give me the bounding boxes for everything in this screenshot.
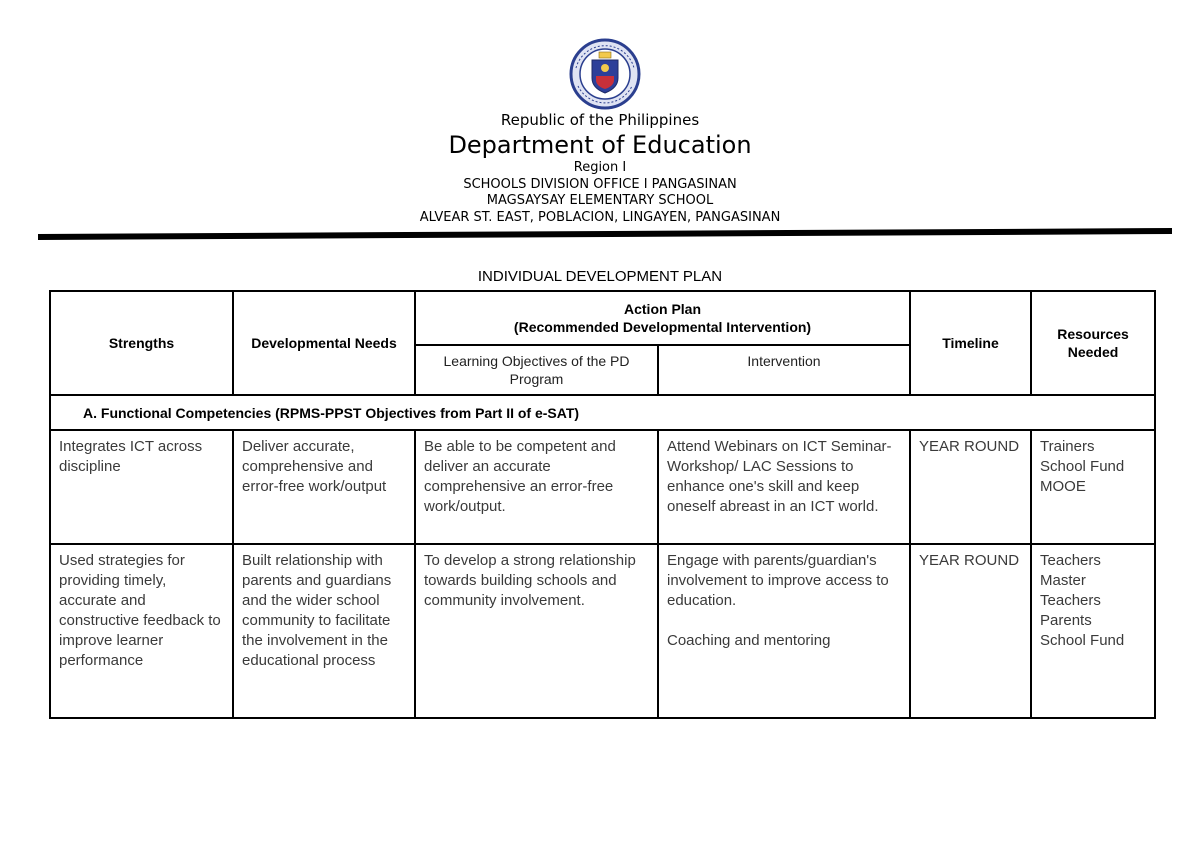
intervention-spacer <box>667 611 901 631</box>
deped-seal-logo <box>566 38 644 110</box>
cell-intervention <box>658 544 910 718</box>
header-learning-objectives: Learning Objectives of the PD Program <box>415 345 658 395</box>
header-intervention: Intervention <box>658 345 910 395</box>
cell-resources <box>1031 430 1155 544</box>
cell-objective: To develop a strong relationship towards building schools and community involvement. <box>415 544 658 718</box>
cell-resources <box>1031 544 1155 718</box>
cell-timeline: YEAR ROUND <box>910 544 1031 718</box>
cell-objective: Be able to be competent and deliver an accurate comprehensive an error-free work/output. <box>415 430 658 544</box>
cell-need: Built relationship with parents and guardians and the wider school community to facilitate the involvement in the educational process <box>233 544 415 718</box>
document-title: INDIVIDUAL DEVELOPMENT PLAN <box>477 268 723 285</box>
table-row <box>50 430 1155 544</box>
cell-timeline: YEAR ROUND <box>910 430 1031 544</box>
school-heading: MAGSAYSAY ELEMENTARY SCHOOL <box>486 193 714 208</box>
cell-need: Deliver accurate, comprehensive and error-free work/output <box>233 430 415 544</box>
header-timeline: Timeline <box>910 291 1031 395</box>
resource-item: MOOE <box>1040 478 1086 495</box>
header-action-plan <box>415 291 910 345</box>
header-strengths: Strengths <box>50 291 233 395</box>
republic-heading: Republic of the Philippines <box>500 111 700 129</box>
resource-item: School Fund <box>1040 458 1125 475</box>
resource-item: Trainers <box>1040 438 1095 455</box>
cell-strength: Integrates ICT across discipline <box>50 430 233 544</box>
cell-intervention <box>658 430 910 544</box>
resource-item: Master Teachers <box>1040 572 1101 609</box>
department-heading: Department of Education <box>448 131 752 159</box>
intervention-text: Attend Webinars on ICT Seminar-Workshop/ LAC Sessions to enhance one's skill and keep oneself abreast in an ICT world. <box>667 438 892 515</box>
resource-item: Teachers <box>1040 552 1101 569</box>
section-functional-competencies: A. Functional Competencies (RPMS-PPST Objectives from Part II of e-SAT) <box>50 395 1155 430</box>
intervention-text: Coaching and mentoring <box>667 632 831 649</box>
action-plan-title: Action Plan <box>624 301 702 317</box>
region-heading: Region I <box>573 160 627 175</box>
header-developmental-needs: Developmental Needs <box>233 291 415 395</box>
resource-item: Parents <box>1040 612 1092 629</box>
action-plan-subtitle: (Recommended Developmental Intervention) <box>513 319 812 335</box>
cell-strength: Used strategies for providing timely, accurate and constructive feedback to improve learner performance <box>50 544 233 718</box>
intervention-text: Engage with parents/guardian's involvement to improve access to education. <box>667 552 889 609</box>
resource-item: School Fund <box>1040 632 1125 649</box>
header-resources: Resources Needed <box>1031 291 1155 395</box>
division-heading: SCHOOLS DIVISION OFFICE I PANGASINAN <box>463 177 737 192</box>
table-row <box>50 544 1155 718</box>
development-plan-table <box>49 290 1156 719</box>
letterhead-divider <box>38 228 1172 240</box>
address-heading: ALVEAR ST. EAST, POBLACION, LINGAYEN, PANGASINAN <box>419 210 781 225</box>
